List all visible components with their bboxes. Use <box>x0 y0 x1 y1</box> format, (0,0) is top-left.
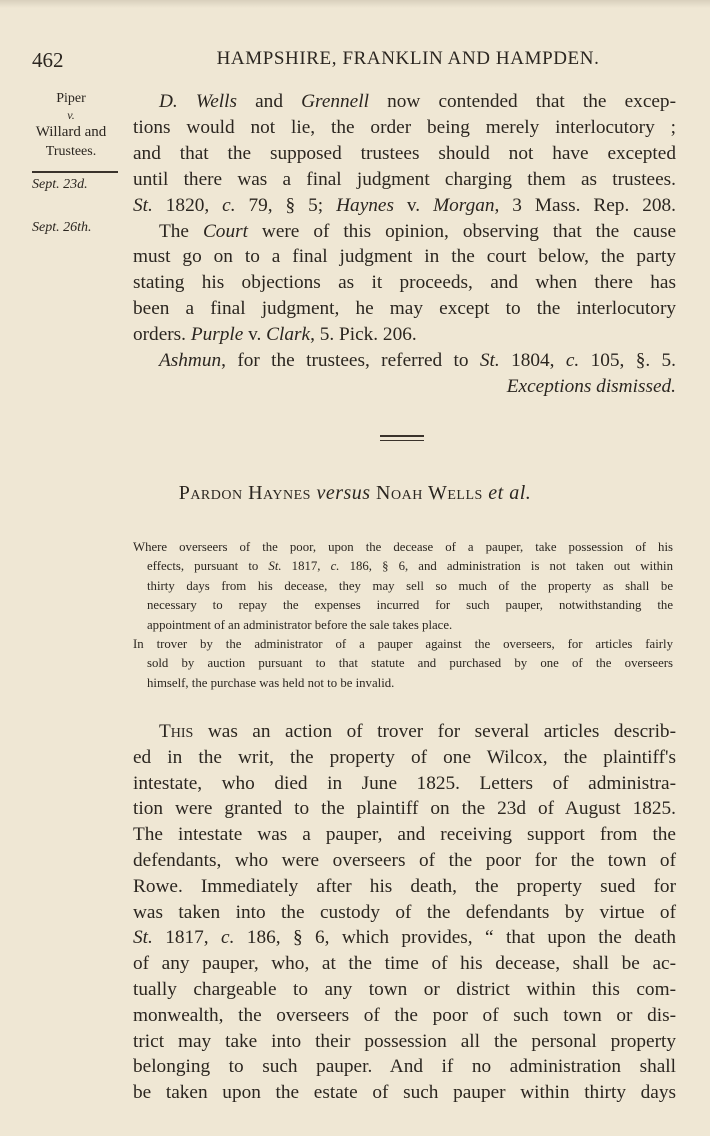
italic-text: c. <box>221 927 235 949</box>
text-line <box>133 674 673 693</box>
text-segment: stating his objections as it proceeds, and when there has <box>133 272 676 294</box>
text-line <box>133 596 673 615</box>
text-segment: tually chargeable to any town or district within this com- <box>133 978 676 1000</box>
text-line <box>133 557 673 576</box>
case-name-trustees: Trustees. <box>45 144 97 159</box>
section-divider <box>380 435 424 437</box>
text-segment: The <box>159 220 203 242</box>
text-segment: 1804, <box>499 350 566 372</box>
page-number: 462 <box>32 48 64 72</box>
text-segment: sold by auction pursuant to that statute and purchased by one of the overseers <box>147 656 673 671</box>
text-segment: This <box>159 721 194 742</box>
italic-text: Clark <box>266 324 311 346</box>
italic-text: c. <box>330 559 340 574</box>
italic-text: St. <box>133 194 153 216</box>
text-segment: In trover by the administrator of a pauper against the overseers, for articles fairly <box>133 637 673 652</box>
text-segment: 186, § 6, which provides, “ that upon the death <box>234 927 677 949</box>
text-segment: tions would not lie, the order being merely interlocutory ; <box>133 116 676 138</box>
text-line <box>133 925 676 951</box>
case-name-piper: Piper <box>56 91 86 106</box>
opinion-paragraph <box>133 89 676 400</box>
italic-text: Haynes <box>336 194 394 216</box>
italic-text: D. Wells <box>159 91 237 112</box>
plaintiff-name: Pardon Haynes <box>178 482 311 504</box>
text-segment: been a final judgment, he may except to the interlocutory <box>133 298 676 320</box>
text-segment: were of this opinion, observing that the cause <box>247 220 677 242</box>
text-line <box>133 771 676 797</box>
text-line <box>133 577 673 596</box>
text-line <box>133 270 676 296</box>
text-segment: , for the trustees, referred to <box>221 350 480 372</box>
italic-text: Exceptions dismissed. <box>506 375 676 397</box>
text-line <box>133 616 673 635</box>
text-segment: and that the supposed trustees should not have excepted <box>133 142 676 164</box>
italic-text: Grennell <box>301 91 369 112</box>
italic-text: Morgan <box>433 194 495 216</box>
text-segment: Rowe. Immediately after his death, the property sued for <box>133 875 676 897</box>
text-segment: v. <box>243 324 267 346</box>
text-segment: was an action of trover for several articles describ- <box>193 721 676 742</box>
date-sept-23: Sept. 23d. <box>32 177 88 192</box>
headnote <box>133 538 673 693</box>
text-line <box>133 719 676 745</box>
case-title <box>0 482 710 505</box>
text-segment: be taken upon the estate of such pauper within thirty days <box>133 1082 676 1104</box>
text-line <box>133 296 676 322</box>
text-segment: 105, §. 5. <box>579 350 677 372</box>
text-line <box>133 538 673 557</box>
text-segment: himself, the purchase was held not to be invalid. <box>147 675 395 690</box>
text-segment: 1820, <box>152 194 223 216</box>
text-segment: , 5. Pick. 206. <box>310 324 417 346</box>
text-segment: tion were granted to the plaintiff on the 23d of August 1825. <box>133 798 676 820</box>
text-line <box>133 745 676 771</box>
versus: versus <box>316 482 371 504</box>
text-segment: of any pauper, who, at the time of his decease, shall be ac- <box>133 953 676 975</box>
text-line <box>133 796 676 822</box>
italic-text: St. <box>479 350 500 372</box>
text-line <box>133 167 676 193</box>
text-segment: effects, pursuant to <box>147 559 269 574</box>
text-segment: 1817, <box>152 927 222 949</box>
text-segment: 79, § 5; <box>235 194 337 216</box>
text-segment: 1817, <box>281 559 331 574</box>
et-al: et al. <box>488 482 532 504</box>
date-sept-26: Sept. 26th. <box>32 220 92 235</box>
text-line <box>133 874 676 900</box>
text-line <box>133 219 676 245</box>
text-line <box>133 115 676 141</box>
running-head: HAMPSHIRE, FRANKLIN AND HAMPDEN. <box>216 48 600 69</box>
text-segment: v. <box>393 194 434 216</box>
text-line <box>133 322 676 348</box>
text-segment: thirty days from his decease, they may sell so much of the property as shall be <box>147 578 673 593</box>
text-line <box>133 635 673 654</box>
text-segment: monwealth, the overseers of the poor of such town or dis- <box>133 1004 676 1026</box>
margin-rule <box>32 171 118 173</box>
italic-text: Purple <box>190 324 244 346</box>
text-segment: appointment of an administrator before the sale takes place. <box>147 617 453 632</box>
text-line <box>133 1080 676 1106</box>
text-line <box>133 1029 676 1055</box>
text-segment: now contended that the excep- <box>368 91 676 112</box>
text-line <box>133 900 676 926</box>
text-line <box>133 654 673 673</box>
statement-of-facts <box>133 719 676 1106</box>
italic-text: Ashmun <box>159 350 222 372</box>
text-segment: trict may take into their possession all the personal property <box>133 1030 676 1052</box>
text-segment: was taken into the custody of the defendants by virtue of <box>133 901 676 923</box>
text-line <box>133 374 676 400</box>
text-line <box>133 951 676 977</box>
italic-text: c. <box>565 350 580 372</box>
scan-top-edge <box>0 0 710 8</box>
text-segment: necessary to repay the expenses incurred for such pauper, notwithstanding the <box>147 598 673 613</box>
section-divider-lower <box>380 440 424 441</box>
text-segment: Where overseers of the poor, upon the decease of a pauper, take possession of his <box>133 540 673 554</box>
text-segment: The intestate was a pauper, and receiving support from the <box>133 824 676 846</box>
text-segment: and <box>236 91 302 112</box>
italic-text: St. <box>133 927 153 949</box>
text-line <box>133 141 676 167</box>
text-segment: defendants, who were overseers of the poor for the town of <box>133 849 676 871</box>
text-line <box>133 1003 676 1029</box>
text-line <box>133 848 676 874</box>
text-segment: , 3 Mass. Rep. 208. <box>494 194 676 216</box>
text-segment: belonging to such pauper. And if no administration shall <box>133 1056 676 1078</box>
text-segment: 186, § 6, and administration is not taken out within <box>339 559 673 574</box>
italic-text: St. <box>268 559 282 574</box>
text-segment: orders. <box>133 324 191 346</box>
italic-text: Court <box>202 220 248 242</box>
text-line <box>133 822 676 848</box>
case-versus: v. <box>67 108 75 122</box>
case-name-willard: Willard and <box>35 124 107 140</box>
text-line <box>133 244 676 270</box>
text-segment: until there was a final judgment charging them as trustees. <box>133 168 676 190</box>
defendant-name: Noah Wells <box>376 482 483 504</box>
text-segment: must go on to a final judgment in the court below, the party <box>133 246 676 268</box>
text-line <box>133 1054 676 1080</box>
text-segment: intestate, who died in June 1825. Letters of administra- <box>133 772 676 794</box>
italic-text: c. <box>222 194 236 216</box>
text-segment: ed in the writ, the property of one Wilcox, the plaintiff's <box>133 746 676 768</box>
text-line <box>133 977 676 1003</box>
text-line <box>133 89 676 115</box>
text-line <box>133 348 676 374</box>
text-line <box>133 193 676 219</box>
